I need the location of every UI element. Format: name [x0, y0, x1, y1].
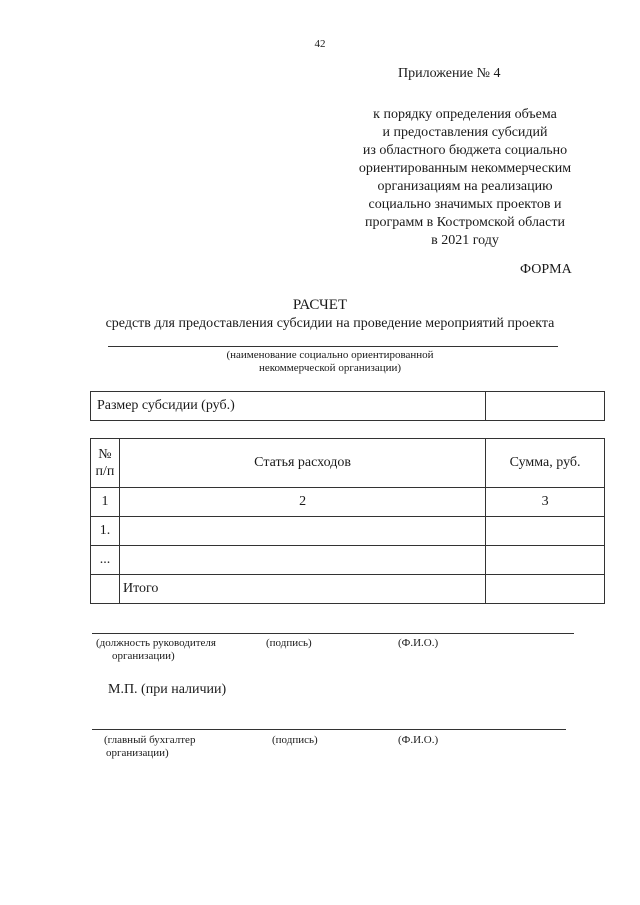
document-subtitle: средств для предоставления субсидии на проведение мероприятий проекта	[105, 316, 555, 331]
expense-table	[90, 438, 605, 604]
total-label: Итого	[119, 575, 485, 604]
form-label: ФОРМА	[520, 262, 572, 277]
appendix-line: социально значимых проектов и	[368, 197, 562, 212]
header-num-line: п/п	[95, 464, 115, 479]
page-number: 42	[314, 38, 326, 50]
row-sum-cell[interactable]	[486, 517, 605, 546]
index-row	[91, 488, 605, 517]
accountant-name-caption: (Ф.И.О.)	[398, 734, 439, 746]
signature-line-accountant[interactable]	[92, 729, 566, 730]
table-row	[91, 546, 605, 575]
org-caption-line: (наименование социально ориентированной	[226, 349, 434, 361]
subsidy-value-cell[interactable]	[486, 392, 605, 421]
director-name-caption: (Ф.И.О.)	[398, 637, 439, 649]
total-num-cell	[91, 575, 120, 604]
caption-line: организации)	[106, 747, 169, 759]
appendix-text	[320, 106, 610, 250]
caption-line: (главный бухгалтер	[104, 734, 196, 746]
appendix-line: организациям на реализацию	[377, 179, 553, 194]
subsidy-table	[90, 391, 605, 421]
index-cell: 1	[91, 488, 120, 517]
table-header-row	[91, 439, 605, 488]
header-sum: Сумма, руб.	[486, 439, 605, 488]
accountant-position-caption	[104, 734, 195, 760]
row-num: 1.	[91, 517, 120, 546]
total-row	[91, 575, 605, 604]
total-sum-cell[interactable]	[486, 575, 605, 604]
director-position-caption	[96, 637, 216, 663]
caption-line: (должность руководителя	[96, 637, 216, 649]
subsidy-label: Размер субсидии (руб.)	[91, 392, 486, 421]
document-title: РАСЧЕТ	[292, 297, 348, 313]
org-caption-line: некоммерческой организации)	[258, 362, 402, 374]
org-name-caption	[180, 349, 480, 375]
appendix-line: из областного бюджета социально	[362, 143, 568, 158]
row-num: ...	[91, 546, 120, 575]
index-cell: 2	[119, 488, 485, 517]
stamp-note: М.П. (при наличии)	[108, 682, 227, 697]
row-item-cell[interactable]	[119, 517, 485, 546]
header-item: Статья расходов	[119, 439, 485, 488]
appendix-line: в 2021 году	[431, 233, 499, 248]
appendix-line: ориентированным некоммерческим	[358, 161, 572, 176]
index-cell: 3	[486, 488, 605, 517]
org-name-line[interactable]	[108, 346, 558, 347]
table-row	[91, 392, 605, 421]
header-num	[91, 439, 120, 488]
appendix-line: программ в Костромской области	[365, 215, 565, 230]
row-sum-cell[interactable]	[486, 546, 605, 575]
header-num-line: №	[98, 447, 112, 462]
accountant-signature-caption: (подпись)	[272, 734, 318, 746]
caption-line: организации)	[112, 650, 175, 662]
appendix-title: Приложение № 4	[398, 66, 501, 81]
signature-line-director[interactable]	[92, 633, 574, 634]
table-row	[91, 517, 605, 546]
director-signature-caption: (подпись)	[266, 637, 312, 649]
appendix-line: и предоставления субсидий	[382, 125, 548, 140]
row-item-cell[interactable]	[119, 546, 485, 575]
appendix-line: к порядку определения объема	[373, 107, 557, 122]
